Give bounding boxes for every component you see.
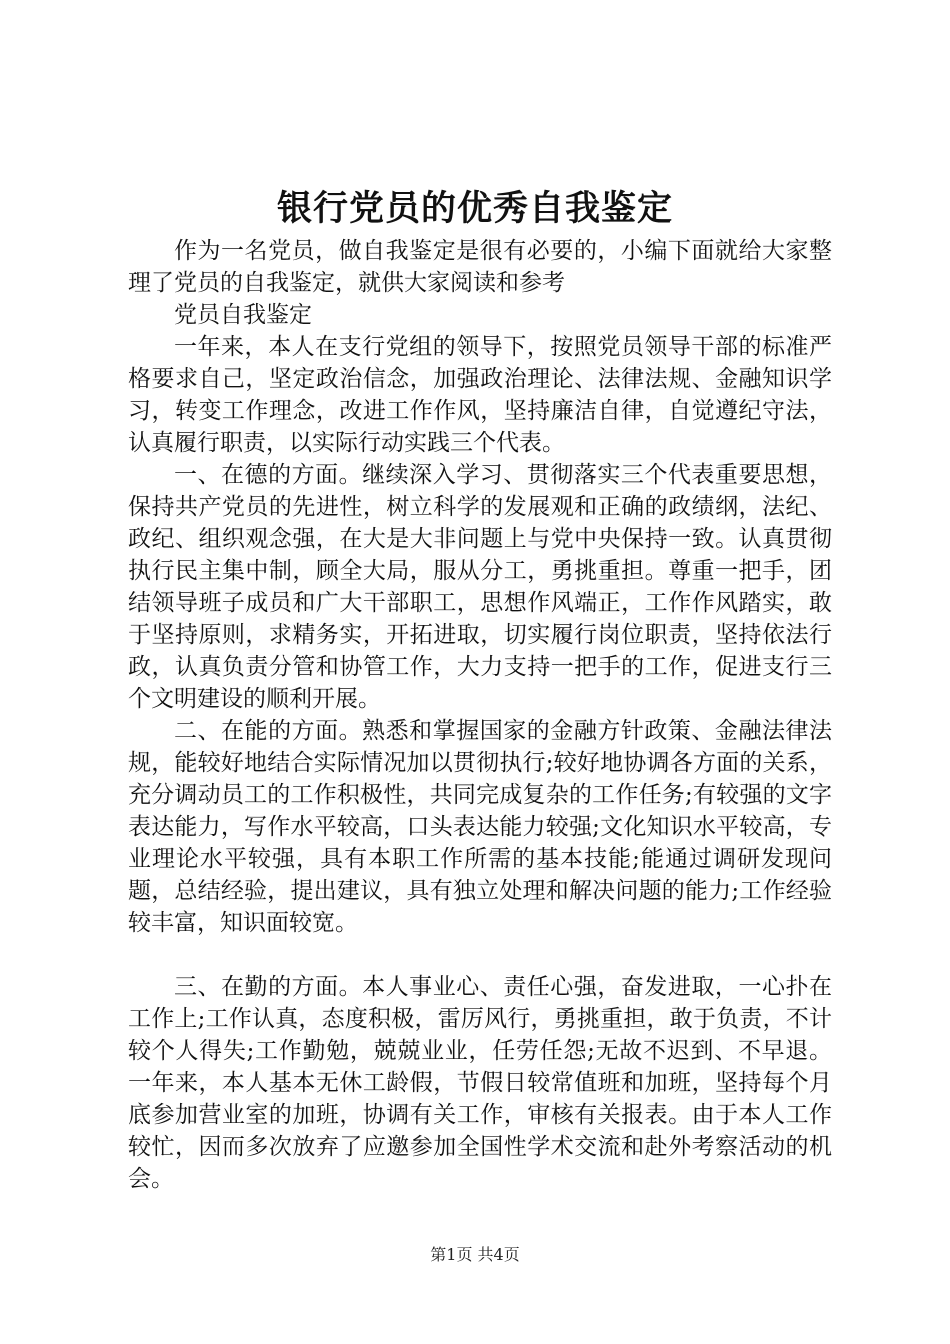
document-title: 银行党员的优秀自我鉴定	[276, 188, 673, 229]
diligence-paragraph: 三、在勤的方面。本人事业心、责任心强，奋发进取，一心扑在工作上;工作认真，态度积极，雷厉风行，勇挑重担，敢于负责，不计较个人得失;工作勤勉，兢兢业业，任劳任怨;无故不迟到、不早退。一年来，本人基本无休工龄假，节假日较常值班和加班，坚持每个月底参加营业室的加班，协调有关工作，审核有关报表。由于本人工作较忙，因而多次放弃了应邀参加全国性学术交流和赴外考察活动的机会。	[128, 974, 832, 1192]
intro-paragraph: 作为一名党员，做自我鉴定是很有必要的，小编下面就给大家整理了党员的自我鉴定，就供大家阅读和参考	[128, 238, 832, 296]
document-body	[128, 235, 832, 1195]
section-heading: 党员自我鉴定	[174, 302, 312, 328]
summary-paragraph: 一年来，本人在支行党组的领导下，按照党员领导干部的标准严格要求自己，坚定政治信念，加强政治理论、法律法规、金融知识学习，转变工作理念，改进工作作风，坚持廉洁自律，自觉遵纪守法，认真履行职责，以实际行动实践三个代表。	[128, 334, 832, 456]
morality-paragraph: 一、在德的方面。继续深入学习、贯彻落实三个代表重要思想，保持共产党员的先进性，树立科学的发展观和正确的政绩纲，法纪、政纪、组织观念强，在大是大非问题上与党中央保持一致。认真贯彻执行民主集中制，顾全大局，服从分工，勇挑重担。尊重一把手，团结领导班子成员和广大干部职工，思想作风端正，工作作风踏实，敢于坚持原则，求精务实，开拓进取，切实履行岗位职责，坚持依法行政，认真负责分管和协管工作，大力支持一把手的工作，促进支行三个文明建设的顺利开展。	[128, 462, 832, 712]
page-number: 第1页 共4页	[430, 1245, 520, 1264]
ability-paragraph: 二、在能的方面。熟悉和掌握国家的金融方针政策、金融法律法规，能较好地结合实际情况加以贯彻执行;较好地协调各方面的关系，充分调动员工的工作积极性，共同完成复杂的工作任务;有较强的文字表达能力，写作水平较高，口头表达能力较强;文化知识水平较高，专业理论水平较强，具有本职工作所需的基本技能;能通过调研发现问题，总结经验，提出建议，具有独立处理和解决问题的能力;工作经验较丰富，知识面较宽。	[128, 718, 832, 936]
